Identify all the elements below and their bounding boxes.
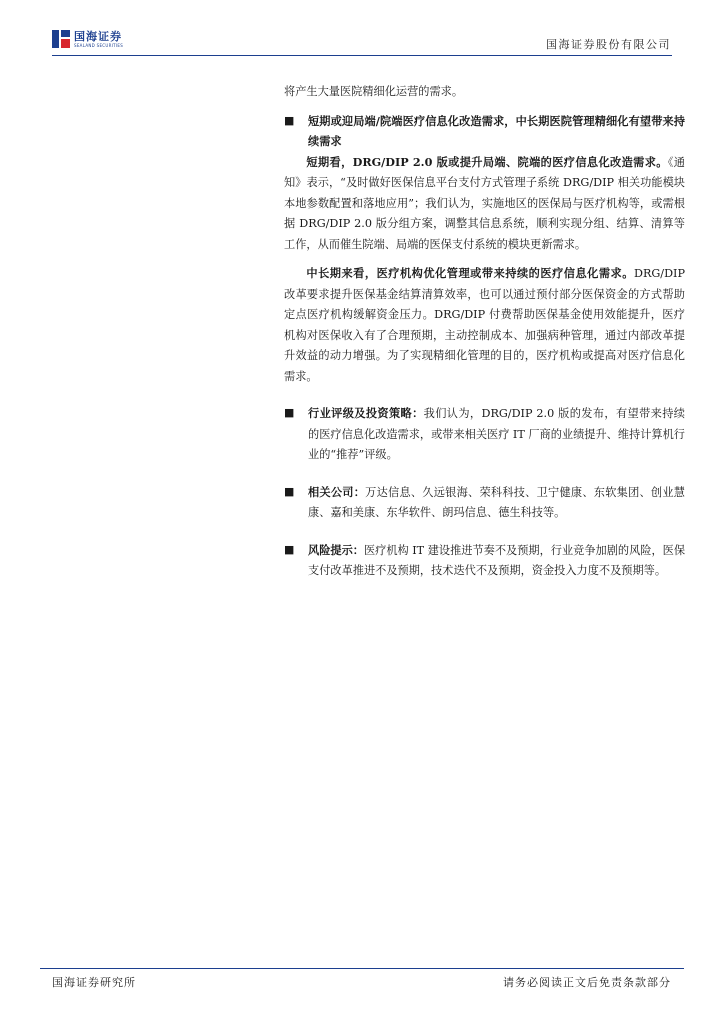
- bullet-outlook-title: 短期或迎局端/院端医疗信息化改造需求，中长期医院管理精细化有望带来持续需求: [308, 113, 685, 148]
- bullet-risk: [284, 540, 685, 582]
- long-term-body: DRG/DIP 改革要求提升医保基金结算清算效率，也可以通过预付部分医保资金的方式帮助定点医疗机构缓解资金压力。DRG/DIP 付费帮助医保基金使用效能提升，医疗机构对医保收入有了合理预期，主动控制成本、加强病种管理，通过内部改革提升效益的动力增强。为了实现精细化管理的目的，医疗机构或提高对医疗信息化需求。: [284, 267, 685, 383]
- long-term-paragraph: [284, 263, 685, 387]
- risk-body: 医疗机构 IT 建设推进节奏不及预期，行业竞争加剧的风险，医保支付改革推进不及预期，技术迭代不及预期，资金投入力度不及预期等。: [308, 543, 686, 577]
- square-bullet-icon: ■: [284, 542, 295, 556]
- logo-english-name: SEALAND SECURITIES: [74, 42, 124, 48]
- square-bullet-icon: ■: [284, 113, 295, 127]
- bullet-outlook: [284, 111, 685, 152]
- logo-name: 国海证券: [74, 29, 122, 43]
- header-divider: [52, 55, 672, 56]
- square-bullet-icon: ■: [284, 406, 295, 419]
- short-term-body: 《通知》表示，“及时做好医保信息平台支付方式管理子系统 DRG/DIP 相关功能模块本地参数配置和落地应用”；我们认为，实施地区的医保局与医疗机构等，或需根据 DRG/DIP 2.0 版分组方案，调整其信息系统，顺利实现分组、结算、清算等工作，从而催生院端、局端的医保支付系统的模块更新需求。: [284, 155, 685, 251]
- risk-label: 风险提示：: [308, 542, 364, 557]
- square-bullet-icon: ■: [284, 484, 295, 498]
- page-header: [0, 0, 724, 60]
- footer-institute: 国海证券研究所: [52, 976, 136, 989]
- report-body: [284, 82, 685, 582]
- footer-disclaimer: 请务必阅读正文后免责条款部分: [503, 976, 671, 989]
- company-logo: [52, 30, 123, 48]
- rating-label: 行业评级及投资策略：: [308, 406, 424, 420]
- short-term-paragraph: [284, 152, 685, 256]
- rating-body: 我们认为，DRG/DIP 2.0 版的发布，有望带来持续的医疗信息化改造需求，或带来相关医疗 IT 厂商的业绩提升、维持计算机行业的“推荐”评级。: [308, 407, 685, 461]
- related-label: 相关公司：: [308, 484, 366, 499]
- short-term-lead: 短期看，DRG/DIP 2.0 版或提升局端、院端的医疗信息化改造需求。: [306, 154, 668, 169]
- footer-divider: [40, 968, 684, 969]
- bullet-rating: [284, 403, 685, 466]
- logo-mark-icon: [52, 30, 70, 48]
- bullet-related-companies: [284, 482, 685, 524]
- intro-paragraph: 将产生大量医院精细化运营的需求。: [284, 85, 464, 98]
- company-name: 国海证券股份有限公司: [546, 38, 671, 51]
- related-body: 万达信息、久远银海、荣科科技、卫宁健康、东软集团、创业慧康、嘉和美康、东华软件、朗玛信息、德生科技等。: [308, 485, 685, 519]
- long-term-lead: 中长期来看，医疗机构优化管理或带来持续的医疗信息化需求。: [306, 266, 634, 280]
